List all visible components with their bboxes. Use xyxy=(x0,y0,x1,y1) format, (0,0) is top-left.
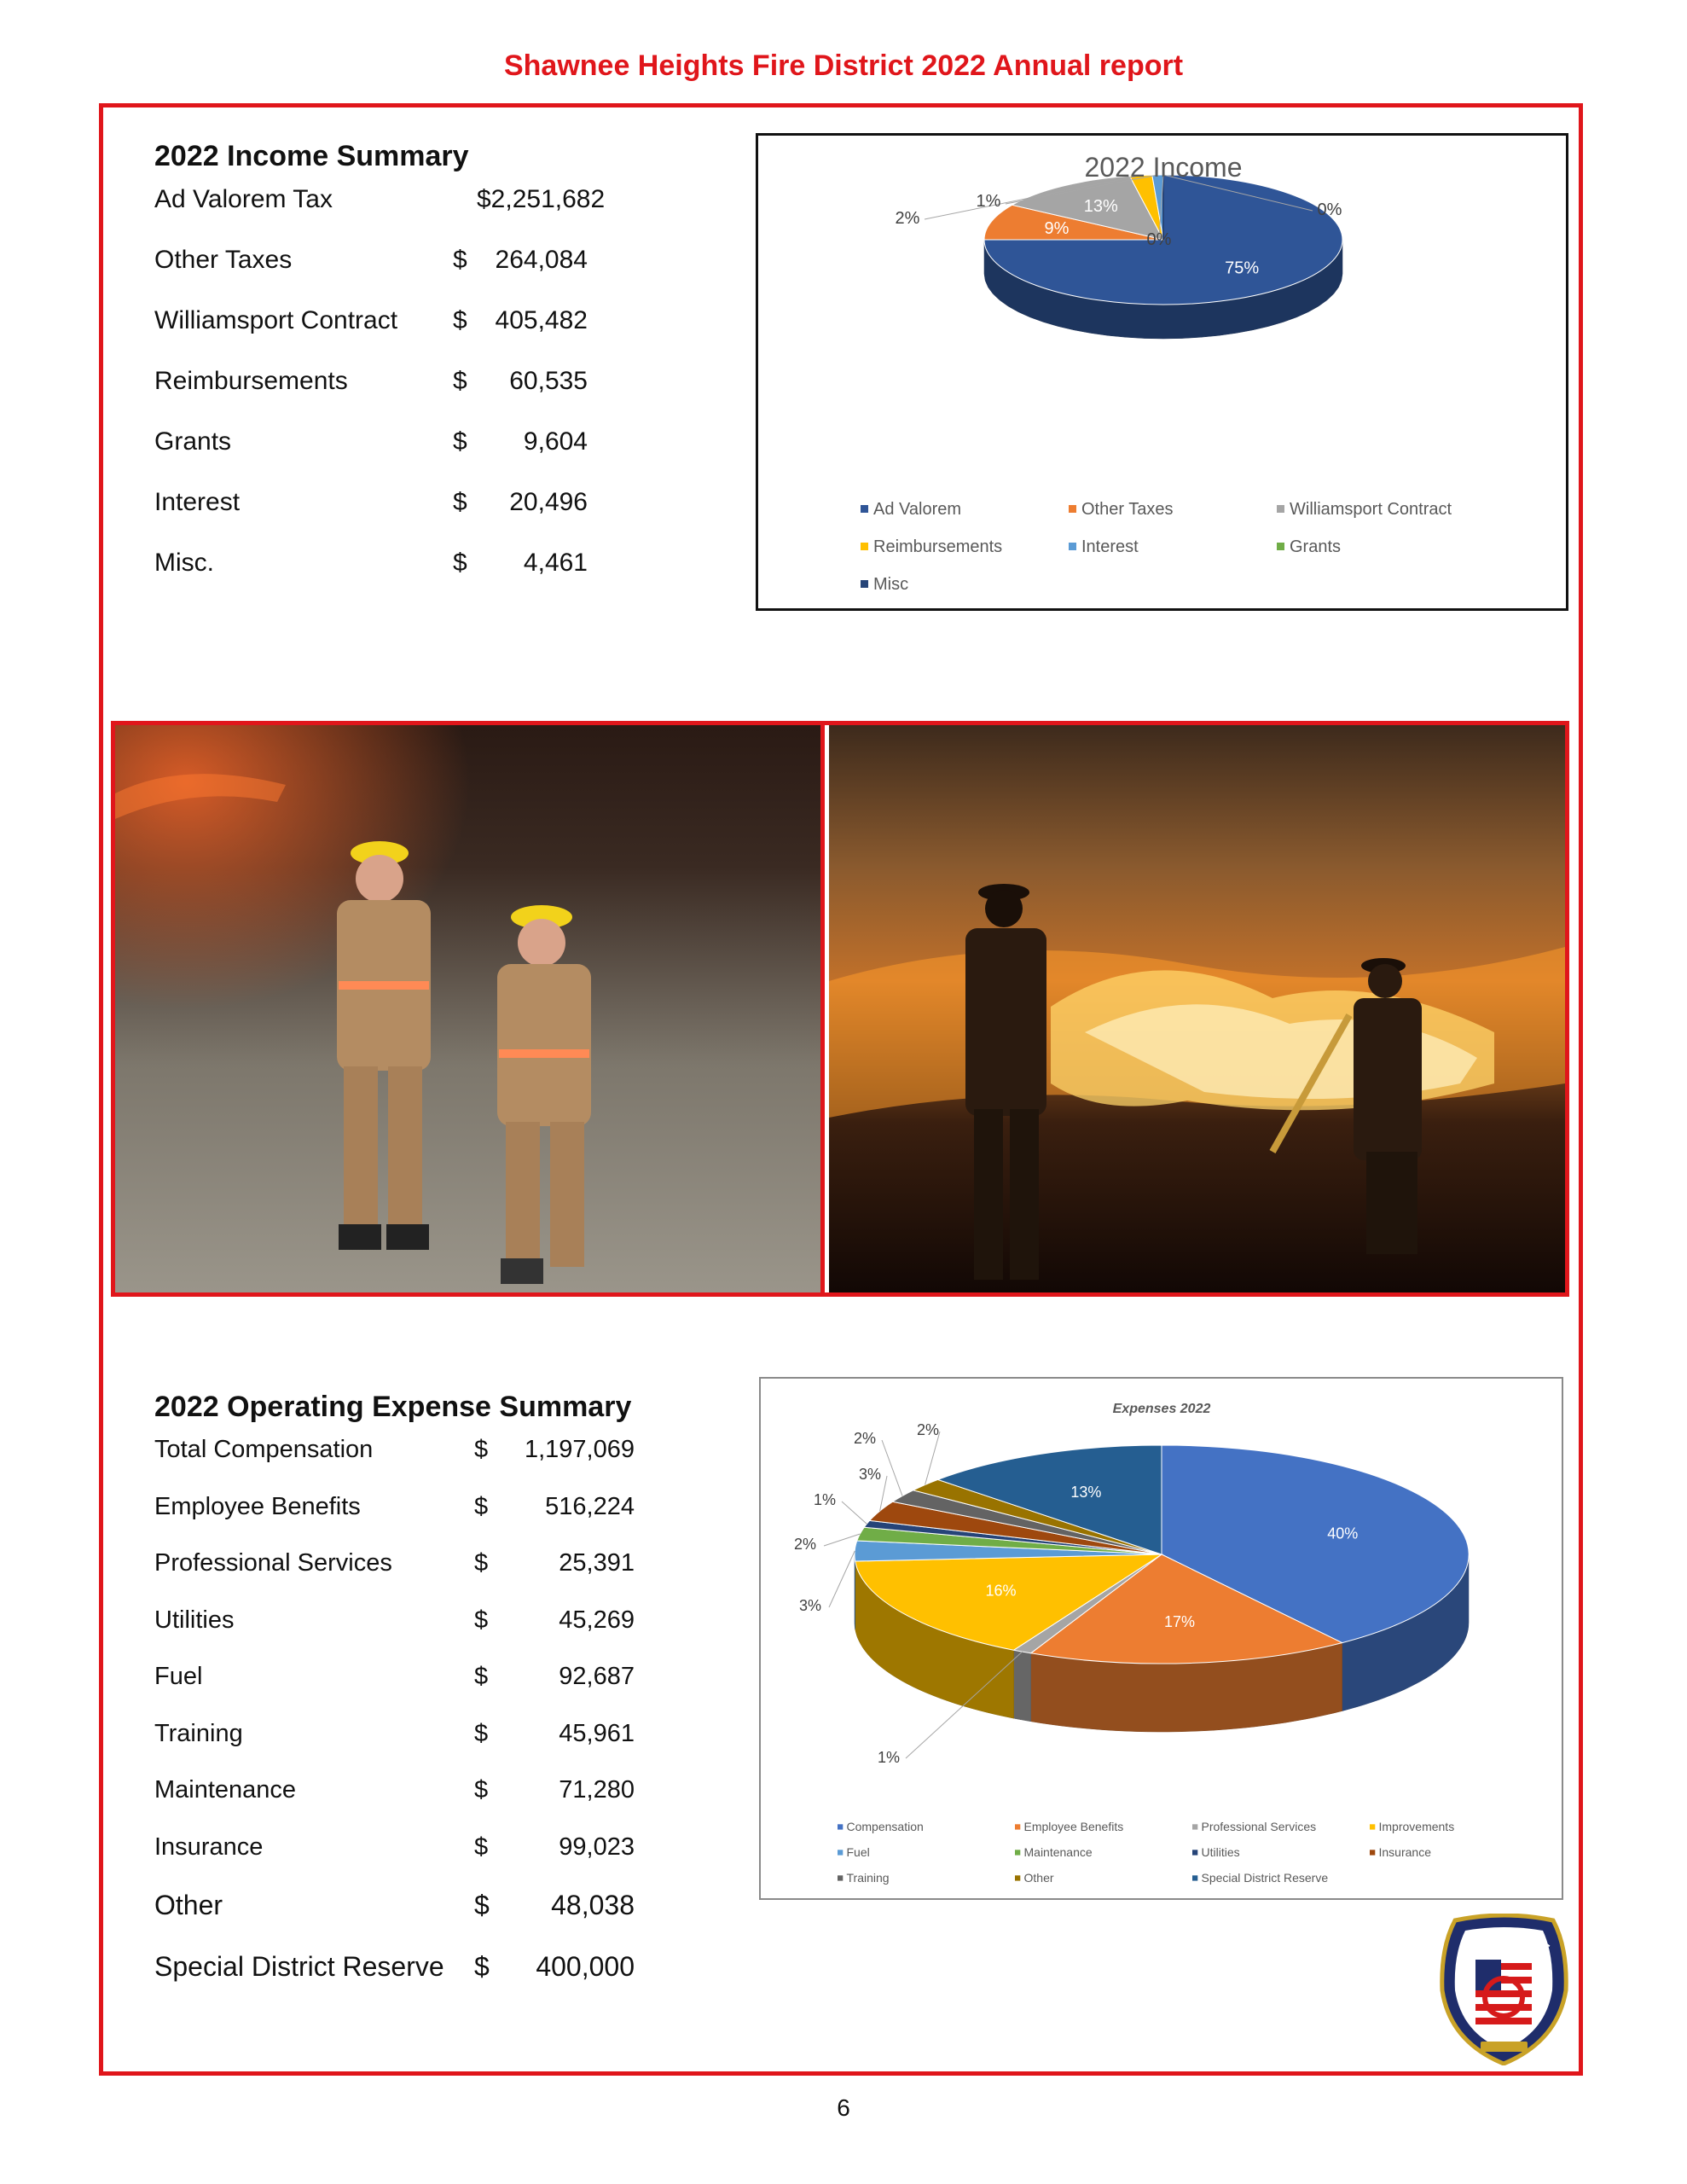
badge-text: HEIGHTS FIRE xyxy=(1460,1927,1552,1956)
income-row xyxy=(154,306,588,367)
expense-row xyxy=(154,1951,635,2013)
legend-label: Interest xyxy=(1081,537,1139,556)
expense-summary xyxy=(154,1391,635,2013)
legend-swatch xyxy=(838,1875,843,1880)
legend-swatch xyxy=(1192,1850,1197,1855)
row-currency: $ xyxy=(474,1606,489,1634)
pie-data-label: 0% xyxy=(1146,230,1172,249)
legend-swatch xyxy=(1277,505,1284,513)
pie-data-label: 1% xyxy=(976,192,1001,211)
legend-swatch xyxy=(1370,1850,1375,1855)
pie-leader-line xyxy=(925,1432,940,1484)
row-label: Maintenance xyxy=(154,1776,297,1804)
row-currency: $ xyxy=(474,1833,489,1861)
legend-label: Maintenance xyxy=(1023,1845,1093,1859)
row-amount: 45,961 xyxy=(559,1719,635,1747)
pie-data-label: 16% xyxy=(985,1582,1017,1600)
expense-row xyxy=(154,1606,635,1664)
expense-row xyxy=(154,1776,635,1833)
expense-row xyxy=(154,1720,635,1777)
legend-label: Insurance xyxy=(1378,1845,1431,1859)
expense-row xyxy=(154,1833,635,1891)
pie-data-label: 13% xyxy=(1083,197,1118,216)
row-label: Reimbursements xyxy=(154,367,348,395)
row-amount: 45,269 xyxy=(559,1606,635,1634)
row-label: Employee Benefits xyxy=(154,1492,361,1520)
row-amount: 92,687 xyxy=(559,1663,635,1690)
row-currency: $ xyxy=(474,1549,489,1577)
pie-slice-side xyxy=(1014,1650,1031,1722)
firefighters-photo xyxy=(115,725,825,1292)
row-label: Fuel xyxy=(154,1663,203,1690)
row-label: Misc. xyxy=(154,549,214,577)
legend-swatch xyxy=(861,543,868,550)
row-currency: $ xyxy=(474,1951,490,1982)
pie-data-label: 2% xyxy=(895,209,920,228)
income-summary-heading: 2022 Income Summary xyxy=(154,140,469,172)
photo-strip xyxy=(111,721,1569,1297)
legend-label: Professional Services xyxy=(1201,1820,1317,1833)
row-amount: 25,391 xyxy=(559,1549,635,1577)
expense-row xyxy=(154,1549,635,1606)
grass-fire-photo xyxy=(829,725,1565,1292)
legend-swatch xyxy=(1015,1875,1020,1880)
legend-label: Grants xyxy=(1290,537,1342,556)
legend-swatch xyxy=(838,1824,843,1829)
row-label: Grants xyxy=(154,427,232,456)
pie-data-label: 13% xyxy=(1070,1484,1102,1502)
income-row xyxy=(154,427,588,488)
row-currency: $ xyxy=(474,1492,489,1520)
row-label: Other xyxy=(154,1890,223,1920)
row-currency: $ xyxy=(453,367,467,395)
pie-data-label: 40% xyxy=(1327,1525,1359,1542)
row-label: Training xyxy=(154,1719,243,1747)
legend-swatch xyxy=(1069,505,1076,513)
chart-title: Expenses 2022 xyxy=(1112,1402,1211,1416)
pie-data-label: 75% xyxy=(1225,258,1260,278)
legend-swatch xyxy=(861,505,868,513)
expense-row xyxy=(154,1436,635,1493)
row-amount: 71,280 xyxy=(559,1776,635,1804)
legend-label: Compensation xyxy=(846,1820,924,1833)
legend-label: Training xyxy=(846,1871,890,1885)
row-currency: $ xyxy=(453,306,467,334)
row-label: Total Compensation xyxy=(154,1436,374,1463)
document-title: Shawnee Heights Fire District 2022 Annual report xyxy=(503,49,1184,82)
legend-label: Other Taxes xyxy=(1081,500,1174,519)
legend-swatch xyxy=(838,1850,843,1855)
row-amount: 48,038 xyxy=(551,1890,635,1920)
legend-label: Fuel xyxy=(846,1845,870,1859)
row-amount: 1,197,069 xyxy=(524,1436,635,1463)
legend-swatch xyxy=(1069,543,1076,550)
row-amount: 405,482 xyxy=(495,306,588,334)
row-label: Ad Valorem Tax xyxy=(154,185,333,213)
row-currency: $ xyxy=(453,246,467,274)
row-currency: $ xyxy=(474,1436,489,1463)
income-row xyxy=(154,549,588,609)
expense-row xyxy=(154,1890,635,1951)
legend-label: Special District Reserve xyxy=(1201,1871,1329,1885)
legend-swatch xyxy=(1015,1850,1020,1855)
legend-label: Ad Valorem xyxy=(873,500,962,519)
income-row xyxy=(154,367,588,427)
income-row xyxy=(154,185,606,246)
legend-label: Other xyxy=(1023,1871,1054,1885)
pie-data-label: 0% xyxy=(1317,200,1342,219)
grass-fire-photo-icon xyxy=(829,725,1565,1292)
pie-leader-line xyxy=(824,1534,860,1546)
row-amount: 400,000 xyxy=(536,1951,635,1982)
income-row xyxy=(154,488,588,549)
income-row xyxy=(154,246,588,306)
row-currency: $ xyxy=(453,488,467,516)
income-pie-chart xyxy=(758,136,1566,608)
expense-pie-chart xyxy=(761,1379,1562,1898)
pie-data-label: 2% xyxy=(793,1536,817,1553)
legend-swatch xyxy=(1370,1824,1375,1829)
pie-data-label: 3% xyxy=(858,1466,882,1483)
row-amount: 60,535 xyxy=(509,367,588,395)
row-amount: 20,496 xyxy=(509,488,588,516)
row-label: Insurance xyxy=(154,1833,264,1861)
row-label: Professional Services xyxy=(154,1549,392,1577)
legend-swatch xyxy=(1192,1824,1197,1829)
row-amount: $2,251,682 xyxy=(477,185,606,213)
row-label: Special District Reserve xyxy=(154,1951,444,1982)
fire-district-badge-icon xyxy=(1438,1914,1570,2065)
pie-data-label: 2% xyxy=(853,1430,877,1447)
income-chart xyxy=(756,133,1568,611)
row-label: Interest xyxy=(154,488,241,516)
legend-label: Reimbursements xyxy=(873,537,1003,556)
legend-swatch xyxy=(1277,543,1284,550)
row-currency: $ xyxy=(474,1890,490,1920)
row-currency: $ xyxy=(453,427,467,456)
row-currency: $ xyxy=(453,549,467,577)
row-amount: 264,084 xyxy=(495,246,588,274)
row-label: Utilities xyxy=(154,1606,235,1634)
expense-summary-heading: 2022 Operating Expense Summary xyxy=(154,1391,632,1423)
row-amount: 516,224 xyxy=(545,1492,635,1520)
expense-row xyxy=(154,1663,635,1720)
row-amount: 4,461 xyxy=(523,549,588,577)
income-summary xyxy=(154,140,606,609)
legend-swatch xyxy=(1192,1875,1197,1880)
legend-label: Misc xyxy=(873,575,909,594)
row-amount: 99,023 xyxy=(559,1833,635,1861)
legend-swatch xyxy=(861,580,868,588)
pie-data-label: 17% xyxy=(1163,1613,1196,1630)
row-currency: $ xyxy=(474,1776,489,1804)
legend-label: Employee Benefits xyxy=(1023,1820,1124,1833)
row-currency: $ xyxy=(474,1663,489,1690)
page-number: 6 xyxy=(837,2094,850,2121)
pie-leader-line xyxy=(842,1502,867,1524)
expense-row xyxy=(154,1493,635,1550)
pie-leader-line xyxy=(829,1551,855,1607)
legend-swatch xyxy=(1015,1824,1020,1829)
chart-title: 2022 Income xyxy=(1084,152,1243,183)
pie-data-label: 9% xyxy=(1044,218,1070,238)
expense-chart xyxy=(759,1377,1563,1900)
legend-label: Improvements xyxy=(1378,1820,1455,1833)
legend-label: Williamsport Contract xyxy=(1290,500,1452,519)
pie-data-label: 2% xyxy=(916,1421,940,1438)
row-label: Other Taxes xyxy=(154,246,293,274)
pie-data-label: 3% xyxy=(798,1597,822,1614)
fire-district-badge xyxy=(1438,1914,1570,2065)
firefighters-photo-icon xyxy=(115,725,825,1292)
pie-data-label: 1% xyxy=(813,1491,837,1508)
legend-label: Utilities xyxy=(1201,1845,1240,1859)
row-label: Williamsport Contract xyxy=(154,306,398,334)
pie-data-label: 1% xyxy=(877,1749,901,1766)
row-currency: $ xyxy=(474,1719,489,1747)
row-amount: 9,604 xyxy=(523,427,588,456)
